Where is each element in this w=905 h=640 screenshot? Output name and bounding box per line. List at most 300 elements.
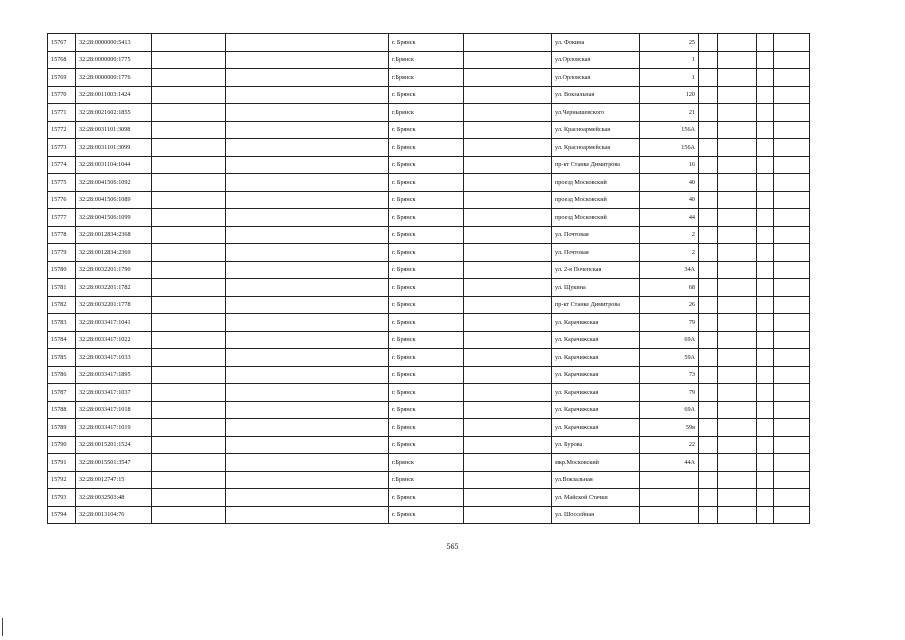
street-cell: ул. Почтовая — [552, 244, 640, 262]
empty-cell — [699, 121, 718, 139]
registry-body — [48, 34, 810, 524]
row-number-cell: 15775 — [48, 174, 76, 192]
row-number-cell: 15783 — [48, 314, 76, 332]
empty-cell — [757, 104, 774, 122]
empty-cell — [699, 384, 718, 402]
empty-cell — [699, 454, 718, 472]
empty-cell — [718, 121, 757, 139]
empty-cell — [699, 506, 718, 524]
empty-cell — [774, 226, 810, 244]
cadastral-number-cell: 32:28:0000000:1775 — [76, 51, 152, 69]
empty-cell — [464, 34, 552, 52]
city-cell: г.Брянск — [389, 104, 464, 122]
empty-cell — [718, 69, 757, 87]
table-row — [48, 366, 810, 384]
table-row — [48, 401, 810, 419]
empty-cell — [464, 296, 552, 314]
empty-cell — [757, 331, 774, 349]
city-cell: г. Брянск — [389, 244, 464, 262]
empty-cell — [699, 139, 718, 157]
house-number-cell: 69А — [640, 331, 699, 349]
city-cell: г. Брянск — [389, 174, 464, 192]
row-number-cell: 15782 — [48, 296, 76, 314]
empty-cell — [718, 86, 757, 104]
empty-cell — [757, 139, 774, 157]
table-row — [48, 209, 810, 227]
empty-cell — [152, 384, 226, 402]
row-number-cell: 15773 — [48, 139, 76, 157]
empty-cell — [464, 489, 552, 507]
empty-cell — [464, 174, 552, 192]
empty-cell — [226, 279, 389, 297]
empty-cell — [757, 471, 774, 489]
empty-cell — [152, 331, 226, 349]
house-number-cell: 22 — [640, 436, 699, 454]
cadastral-number-cell: 32:28:0033417:1033 — [76, 349, 152, 367]
empty-cell — [718, 366, 757, 384]
house-number-cell: 40 — [640, 191, 699, 209]
empty-cell — [774, 86, 810, 104]
empty-cell — [699, 401, 718, 419]
empty-cell — [152, 104, 226, 122]
city-cell: г. Брянск — [389, 191, 464, 209]
empty-cell — [226, 86, 389, 104]
empty-cell — [718, 244, 757, 262]
empty-cell — [699, 349, 718, 367]
empty-cell — [774, 454, 810, 472]
empty-cell — [718, 226, 757, 244]
row-number-cell: 15786 — [48, 366, 76, 384]
empty-cell — [152, 261, 226, 279]
empty-cell — [226, 314, 389, 332]
empty-cell — [774, 331, 810, 349]
empty-cell — [699, 209, 718, 227]
empty-cell — [152, 454, 226, 472]
house-number-cell: 34А — [640, 261, 699, 279]
empty-cell — [774, 506, 810, 524]
empty-cell — [757, 419, 774, 437]
house-number-cell: 68 — [640, 279, 699, 297]
city-cell: г. Брянск — [389, 419, 464, 437]
city-cell: г.Брянск — [389, 454, 464, 472]
row-number-cell: 15772 — [48, 121, 76, 139]
cadastral-number-cell: 32:28:0031104:1044 — [76, 156, 152, 174]
empty-cell — [226, 454, 389, 472]
page-number: 565 — [446, 542, 459, 551]
empty-cell — [774, 174, 810, 192]
empty-cell — [774, 489, 810, 507]
empty-cell — [226, 489, 389, 507]
empty-cell — [757, 244, 774, 262]
house-number-cell: 156А — [640, 139, 699, 157]
empty-cell — [699, 436, 718, 454]
empty-cell — [152, 506, 226, 524]
empty-cell — [757, 436, 774, 454]
empty-cell — [774, 471, 810, 489]
row-number-cell: 15769 — [48, 69, 76, 87]
empty-cell — [718, 51, 757, 69]
empty-cell — [774, 51, 810, 69]
empty-cell — [699, 244, 718, 262]
empty-cell — [152, 156, 226, 174]
empty-cell — [226, 331, 389, 349]
empty-cell — [774, 349, 810, 367]
street-cell: ул. Бурова — [552, 436, 640, 454]
table-row — [48, 261, 810, 279]
cadastral-number-cell: 32:28:0033417:1022 — [76, 331, 152, 349]
empty-cell — [152, 209, 226, 227]
empty-cell — [226, 226, 389, 244]
cadastral-number-cell: 32:28:0032201:1782 — [76, 279, 152, 297]
empty-cell — [718, 506, 757, 524]
row-number-cell: 15778 — [48, 226, 76, 244]
empty-cell — [774, 121, 810, 139]
cadastral-number-cell: 32:28:0031101:3098 — [76, 121, 152, 139]
empty-cell — [152, 296, 226, 314]
city-cell: г. Брянск — [389, 139, 464, 157]
cadastral-number-cell: 32:28:0032201:1790 — [76, 261, 152, 279]
empty-cell — [757, 69, 774, 87]
cadastral-number-cell: 32:28:0041506:1092 — [76, 174, 152, 192]
city-cell: г. Брянск — [389, 279, 464, 297]
empty-cell — [774, 69, 810, 87]
street-cell: ул. Карачижская — [552, 349, 640, 367]
street-cell: ул. Карачижская — [552, 314, 640, 332]
city-cell: г. Брянск — [389, 489, 464, 507]
empty-cell — [152, 174, 226, 192]
empty-cell — [718, 454, 757, 472]
empty-cell — [699, 104, 718, 122]
empty-cell — [226, 296, 389, 314]
empty-cell — [757, 156, 774, 174]
empty-cell — [152, 69, 226, 87]
row-number-cell: 15779 — [48, 244, 76, 262]
row-number-cell: 15776 — [48, 191, 76, 209]
empty-cell — [226, 349, 389, 367]
empty-cell — [152, 121, 226, 139]
empty-cell — [718, 104, 757, 122]
empty-cell — [757, 226, 774, 244]
empty-cell — [464, 191, 552, 209]
cadastral-number-cell: 32:28:0033417:1037 — [76, 384, 152, 402]
row-number-cell: 15784 — [48, 331, 76, 349]
empty-cell — [152, 279, 226, 297]
row-number-cell: 15794 — [48, 506, 76, 524]
empty-cell — [774, 261, 810, 279]
city-cell: г. Брянск — [389, 34, 464, 52]
table-row — [48, 174, 810, 192]
empty-cell — [152, 366, 226, 384]
empty-cell — [464, 226, 552, 244]
empty-cell — [718, 331, 757, 349]
table-row — [48, 419, 810, 437]
empty-cell — [464, 454, 552, 472]
cadastral-number-cell: 32:28:0015501:3547 — [76, 454, 152, 472]
house-number-cell: 21 — [640, 104, 699, 122]
empty-cell — [464, 121, 552, 139]
empty-cell — [226, 139, 389, 157]
empty-cell — [226, 191, 389, 209]
house-number-cell: 59в — [640, 419, 699, 437]
empty-cell — [226, 34, 389, 52]
empty-cell — [464, 69, 552, 87]
cadastral-number-cell: 32:28:0012834:2369 — [76, 244, 152, 262]
empty-cell — [464, 384, 552, 402]
table-row — [48, 34, 810, 52]
street-cell: ул. Карачижская — [552, 419, 640, 437]
empty-cell — [152, 34, 226, 52]
house-number-cell: 40 — [640, 174, 699, 192]
empty-cell — [757, 349, 774, 367]
house-number-cell: 120 — [640, 86, 699, 104]
empty-cell — [757, 209, 774, 227]
empty-cell — [464, 156, 552, 174]
empty-cell — [718, 401, 757, 419]
empty-cell — [757, 86, 774, 104]
empty-cell — [152, 51, 226, 69]
house-number-cell — [640, 506, 699, 524]
empty-cell — [464, 366, 552, 384]
house-number-cell: 26 — [640, 296, 699, 314]
house-number-cell: 25 — [640, 34, 699, 52]
empty-cell — [757, 454, 774, 472]
street-cell: ул. Почтовая — [552, 226, 640, 244]
empty-cell — [757, 296, 774, 314]
empty-cell — [774, 156, 810, 174]
empty-cell — [152, 401, 226, 419]
empty-cell — [226, 244, 389, 262]
row-number-cell: 15768 — [48, 51, 76, 69]
row-number-cell: 15767 — [48, 34, 76, 52]
empty-cell — [226, 471, 389, 489]
house-number-cell: 2 — [640, 244, 699, 262]
table-row — [48, 86, 810, 104]
table-row — [48, 436, 810, 454]
empty-cell — [152, 314, 226, 332]
empty-cell — [757, 314, 774, 332]
house-number-cell: 1 — [640, 51, 699, 69]
empty-cell — [226, 366, 389, 384]
city-cell: г. Брянск — [389, 384, 464, 402]
empty-cell — [699, 471, 718, 489]
empty-cell — [226, 174, 389, 192]
empty-cell — [699, 279, 718, 297]
empty-cell — [757, 121, 774, 139]
empty-cell — [757, 51, 774, 69]
registry-table — [47, 33, 810, 524]
empty-cell — [718, 314, 757, 332]
empty-cell — [774, 104, 810, 122]
house-number-cell: 79 — [640, 314, 699, 332]
empty-cell — [757, 191, 774, 209]
empty-cell — [699, 331, 718, 349]
table-row — [48, 279, 810, 297]
empty-cell — [152, 244, 226, 262]
city-cell: г. Брянск — [389, 156, 464, 174]
empty-cell — [464, 209, 552, 227]
city-cell: г. Брянск — [389, 261, 464, 279]
empty-cell — [152, 349, 226, 367]
empty-cell — [699, 156, 718, 174]
house-number-cell: 16 — [640, 156, 699, 174]
empty-cell — [464, 314, 552, 332]
city-cell: г.Брянск — [389, 69, 464, 87]
empty-cell — [226, 436, 389, 454]
table-row — [48, 69, 810, 87]
cadastral-number-cell: 32:28:0021602:1855 — [76, 104, 152, 122]
city-cell: г. Брянск — [389, 349, 464, 367]
empty-cell — [718, 296, 757, 314]
street-cell: проезд Московский — [552, 191, 640, 209]
city-cell: г. Брянск — [389, 209, 464, 227]
empty-cell — [699, 51, 718, 69]
empty-cell — [226, 384, 389, 402]
table-row — [48, 139, 810, 157]
empty-cell — [757, 366, 774, 384]
empty-cell — [464, 401, 552, 419]
empty-cell — [226, 209, 389, 227]
table-row — [48, 454, 810, 472]
street-cell: ул.Орловская — [552, 51, 640, 69]
empty-cell — [464, 506, 552, 524]
table-row — [48, 51, 810, 69]
empty-cell — [699, 191, 718, 209]
empty-cell — [152, 191, 226, 209]
empty-cell — [718, 34, 757, 52]
empty-cell — [718, 156, 757, 174]
table-row — [48, 506, 810, 524]
cadastral-number-cell: 32:28:0000000:5413 — [76, 34, 152, 52]
empty-cell — [757, 384, 774, 402]
cadastral-number-cell: 32:28:0033417:1895 — [76, 366, 152, 384]
empty-cell — [464, 471, 552, 489]
house-number-cell — [640, 489, 699, 507]
cadastral-number-cell: 32:28:0041506:1099 — [76, 209, 152, 227]
empty-cell — [718, 139, 757, 157]
row-number-cell: 15789 — [48, 419, 76, 437]
empty-cell — [464, 244, 552, 262]
empty-cell — [226, 401, 389, 419]
cadastral-number-cell: 32:28:0033417:1018 — [76, 401, 152, 419]
empty-cell — [718, 279, 757, 297]
city-cell: г. Брянск — [389, 86, 464, 104]
empty-cell — [718, 471, 757, 489]
empty-cell — [774, 436, 810, 454]
cadastral-number-cell: 32:28:0032201:1778 — [76, 296, 152, 314]
row-number-cell: 15790 — [48, 436, 76, 454]
city-cell: г. Брянск — [389, 331, 464, 349]
street-cell: ул. Карачижская — [552, 366, 640, 384]
empty-cell — [757, 34, 774, 52]
table-row — [48, 226, 810, 244]
empty-cell — [699, 34, 718, 52]
table-row — [48, 489, 810, 507]
street-cell: ул. Фокина — [552, 34, 640, 52]
city-cell: г. Брянск — [389, 401, 464, 419]
street-cell: ул. Щукина — [552, 279, 640, 297]
empty-cell — [757, 506, 774, 524]
street-cell: ул. Красноармейская — [552, 139, 640, 157]
street-cell: ул. Карачижская — [552, 384, 640, 402]
row-number-cell: 15781 — [48, 279, 76, 297]
street-cell: проезд Московский — [552, 174, 640, 192]
empty-cell — [152, 226, 226, 244]
empty-cell — [699, 174, 718, 192]
house-number-cell: 73 — [640, 366, 699, 384]
city-cell: г. Брянск — [389, 314, 464, 332]
house-number-cell: 69А — [640, 401, 699, 419]
empty-cell — [152, 139, 226, 157]
table-row — [48, 349, 810, 367]
cadastral-number-cell: 32:28:0031101:3099 — [76, 139, 152, 157]
empty-cell — [774, 401, 810, 419]
empty-cell — [699, 261, 718, 279]
empty-cell — [226, 69, 389, 87]
empty-cell — [718, 261, 757, 279]
street-cell: ул. Красноармейская — [552, 121, 640, 139]
cadastral-number-cell: 32:28:0032503:48 — [76, 489, 152, 507]
city-cell: г. Брянск — [389, 506, 464, 524]
cadastral-number-cell: 32:28:0033417:1041 — [76, 314, 152, 332]
empty-cell — [152, 489, 226, 507]
empty-cell — [757, 174, 774, 192]
street-cell: ул.Вокзальная — [552, 471, 640, 489]
empty-cell — [464, 436, 552, 454]
city-cell: г. Брянск — [389, 436, 464, 454]
street-cell: ул. Майской Стачки — [552, 489, 640, 507]
empty-cell — [718, 489, 757, 507]
house-number-cell: 2 — [640, 226, 699, 244]
empty-cell — [774, 366, 810, 384]
house-number-cell: 156А — [640, 121, 699, 139]
cadastral-number-cell: 32:28:0000000:1776 — [76, 69, 152, 87]
city-cell: г. Брянск — [389, 121, 464, 139]
scan-edge-mark — [2, 618, 3, 636]
table-row — [48, 314, 810, 332]
empty-cell — [464, 104, 552, 122]
city-cell: г. Брянск — [389, 366, 464, 384]
row-number-cell: 15785 — [48, 349, 76, 367]
city-cell: г.Брянск — [389, 471, 464, 489]
row-number-cell: 15777 — [48, 209, 76, 227]
empty-cell — [226, 261, 389, 279]
row-number-cell: 15791 — [48, 454, 76, 472]
empty-cell — [774, 191, 810, 209]
house-number-cell: 44 — [640, 209, 699, 227]
empty-cell — [774, 139, 810, 157]
empty-cell — [464, 279, 552, 297]
table-row — [48, 156, 810, 174]
empty-cell — [718, 419, 757, 437]
street-cell: ул. Шоссейная — [552, 506, 640, 524]
table-row — [48, 296, 810, 314]
empty-cell — [774, 244, 810, 262]
empty-cell — [774, 384, 810, 402]
empty-cell — [226, 506, 389, 524]
empty-cell — [152, 471, 226, 489]
city-cell: г. Брянск — [389, 296, 464, 314]
empty-cell — [718, 384, 757, 402]
empty-cell — [774, 314, 810, 332]
table-row — [48, 121, 810, 139]
street-cell: ул.Орловская — [552, 69, 640, 87]
house-number-cell: 79 — [640, 384, 699, 402]
empty-cell — [718, 174, 757, 192]
empty-cell — [718, 209, 757, 227]
empty-cell — [699, 366, 718, 384]
row-number-cell: 15771 — [48, 104, 76, 122]
street-cell: пр-кт Станке Димитрова — [552, 296, 640, 314]
